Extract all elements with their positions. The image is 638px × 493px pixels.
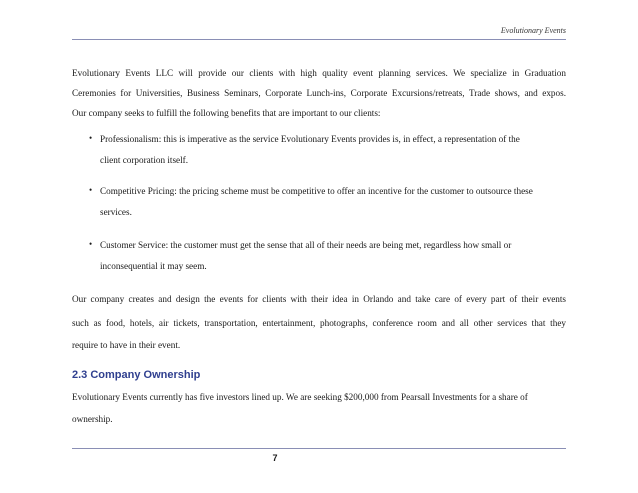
- benefit-service-line-1: Customer Service: the customer must get the sense that all of their needs are being met, regardless how small or: [100, 240, 512, 250]
- ownership-paragraph-line-1: Evolutionary Events currently has five investors lined up. We are seeking $200,000 from Pearsall Investments for a share of: [72, 392, 528, 402]
- page-number: 7: [272, 453, 278, 463]
- benefit-pricing-line-1: Competitive Pricing: the pricing scheme must be competitive to offer an incentive for the customer to outsource these: [100, 186, 533, 196]
- header-title: Evolutionary Events: [500, 26, 566, 35]
- bullet-icon: •: [89, 239, 93, 249]
- intro-paragraph-line-1: Evolutionary Events LLC will provide our clients with high quality event planning services. We specialize in Graduation: [72, 68, 566, 78]
- bullet-icon: •: [89, 133, 93, 143]
- section-heading: 2.3 Company Ownership: [72, 369, 201, 381]
- benefit-pricing-line-2: services.: [100, 207, 132, 217]
- events-paragraph-line-3: require to have in their event.: [72, 340, 181, 350]
- intro-paragraph-line-3: Our company seeks to fulfill the following benefits that are important to our clients:: [72, 108, 381, 118]
- header-rule: [72, 39, 566, 40]
- benefit-service-line-2: inconsequential it may seem.: [100, 261, 207, 271]
- events-paragraph-line-1: Our company creates and design the events for clients with their idea in Orlando and take care of every part of their events: [72, 294, 566, 304]
- events-paragraph-line-2: such as food, hotels, air tickets, transportation, entertainment, photographs, conference room and all other services that they: [72, 318, 566, 328]
- benefit-professionalism-line-1: Professionalism: this is imperative as the service Evolutionary Events provides is, in effect, a representation of the: [100, 134, 520, 144]
- ownership-paragraph-line-2: ownership.: [72, 414, 113, 424]
- footer-rule: [72, 448, 566, 449]
- bullet-icon: •: [89, 185, 93, 195]
- benefit-professionalism-line-2: client corporation itself.: [100, 155, 189, 165]
- intro-paragraph-line-2: Ceremonies for Universities, Business Seminars, Corporate Lunch-ins, Corporate Excursions/retreats, Trade shows, and expos.: [72, 88, 566, 98]
